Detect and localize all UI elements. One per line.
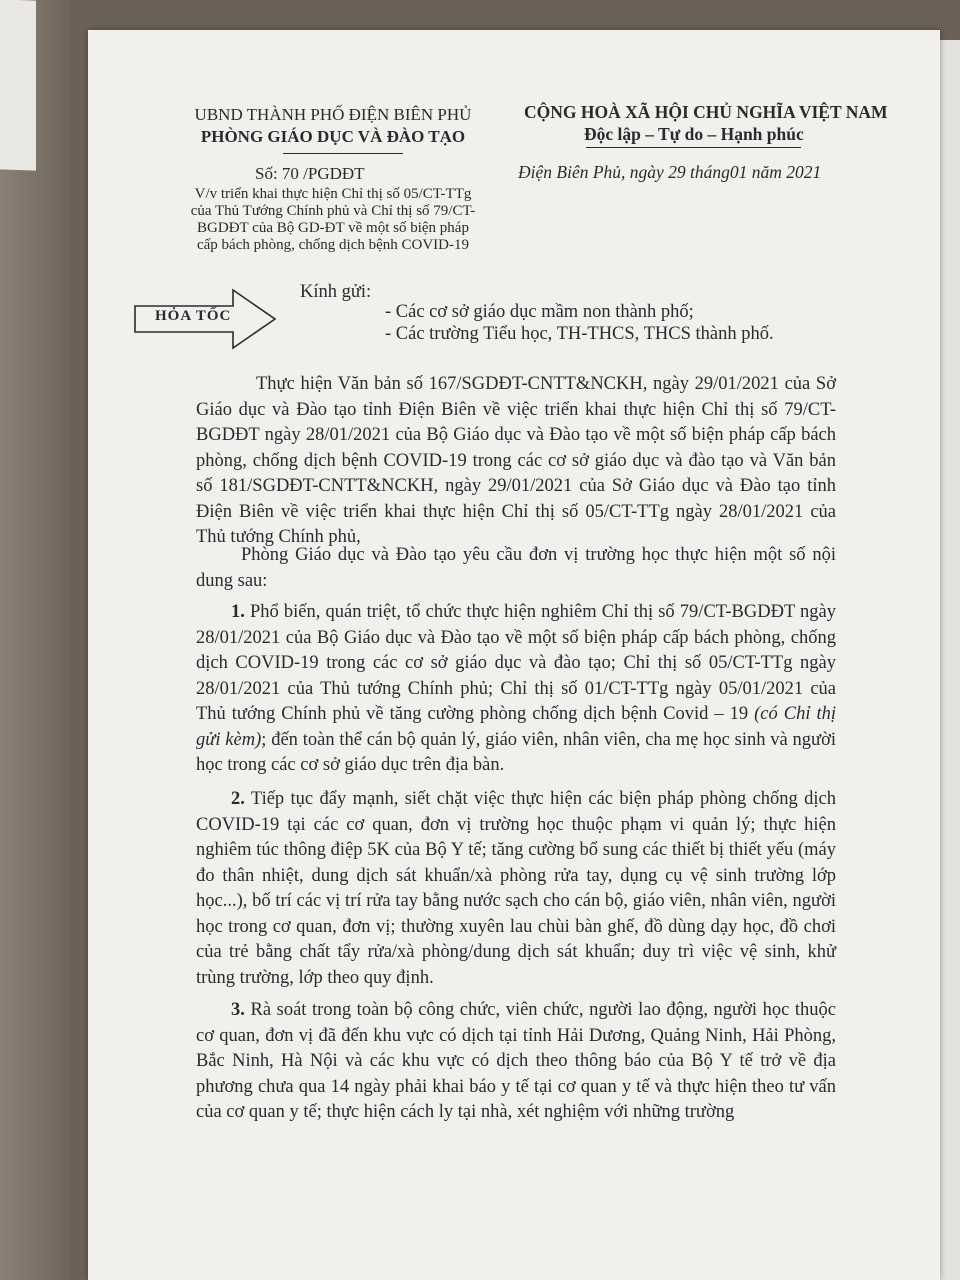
subject-line: BGDĐT của Bộ GD-ĐT về một số biện pháp [197,220,469,236]
background-paper-left [0,0,36,171]
document-date: Điện Biên Phủ, ngày 29 tháng01 năm 2021 [518,162,822,182]
recipients-label: Kính gửi: [300,282,372,302]
subject-line: của Thủ Tướng Chính phủ và Chỉ thị số 79/CT- [190,203,476,219]
item-2-paragraph [196,787,836,991]
background-left [0,0,70,1280]
org-line1: UBND THÀNH PHỐ ĐIỆN BIÊN PHỦ [194,105,472,124]
request-paragraph: Phòng Giáo dục và Đào tạo yêu cầu đơn vị trường học thực hiện một số nội dung sau: [196,545,836,591]
recipient-item: - Các cơ sở giáo dục mầm non thành phố; [385,302,694,322]
item-2-number: 2. [231,789,245,809]
item-3-paragraph [196,998,836,1126]
item-1-note: (có Chỉ thị gửi kèm) [196,704,836,750]
document-sheet [88,30,940,1280]
item-1-paragraph [196,600,836,779]
subject-line: V/v triển khai thực hiện Chỉ thị số 05/CT-TTg [194,186,472,202]
header-left [183,104,483,148]
item-1-text: Phổ biến, quán triệt, tổ chức thực hiện nghiêm Chỉ thị số 79/CT-BGDĐT ngày 28/01/2021 của Bộ Giáo dục và Đào tạo về một số biện pháp cấp bách phòng, chống dịch COVID-19 trong các cơ sở giáo dục và đào tạo; Chỉ thị số 05/CT-TTg ngày 28/01/2021 của Thủ tướng Chính phủ; Chỉ thị số 01/CT-TTg ngày 05/01/2021 của Thủ tướng Chính phủ về tăng cường phòng chống dịch bệnh Covid – 19 [196,602,837,724]
document-number: Số: 70 /PGDĐT [255,164,365,183]
item-1-number: 1. [231,602,245,622]
urgent-stamp-label: HỎA TỐC [155,308,232,324]
header-left-underline [283,153,403,154]
item-1-text-end: ; đến toàn thể cán bộ quản lý, giáo viên, nhân viên, cha mẹ học sinh và người học trong các cơ sở giáo dục trên địa bàn. [196,729,836,775]
org-line2: PHÒNG GIÁO DỤC VÀ ĐÀO TẠO [200,127,466,146]
recipient-item: - Các trường Tiểu học, TH-THCS, THCS thành phố. [385,324,774,344]
motto-underline [586,147,801,148]
item-3-number: 3. [231,1000,245,1020]
subject-line: cấp bách phòng, chống dịch bệnh COVID-19 [196,237,469,253]
nation-title: CỘNG HOÀ XÃ HỘI CHỦ NGHĨA VIỆT NAM [524,102,888,122]
intro-paragraph: Thực hiện Văn bản số 167/SGDĐT-CNTT&NCKH, ngày 29/01/2021 của Sở Giáo dục và Đào tạo tỉnh Điện Biên về việc triển khai thực hiện Chỉ thị số 79/CT-BGDĐT ngày 28/01/2021 của Bộ Giáo dục và Đào tạo về một số biện pháp cấp bách phòng, chống dịch bệnh COVID-19 trong các cơ sở giáo dục và đào tạo và Văn bản số 181/SGDĐT-CNTT&NCKH, ngày 29/01/2021 của Sở Giáo dục và Đào tạo tỉnh Điện Biên về việc triển khai thực hiện Chỉ thị số 05/CT-TTg ngày 28/01/2021 của Thủ tướng Chính phủ, [196,374,836,547]
item-3-text: Rà soát trong toàn bộ công chức, viên chức, người lao động, người học thuộc cơ quan, đơn vị đã đến khu vực có dịch tại tỉnh Hải Dương, Quảng Ninh, Hải Phòng, Bắc Ninh, Hà Nội và các khu vực có dịch theo thông báo của Bộ Y tế trở về địa phương chưa qua 14 ngày phải khai báo y tế tại cơ quan y tế và thực hiện theo tư vấn của cơ quan y tế; thực hiện cách ly tại nhà, xét nghiệm với những trường [196,1000,837,1122]
urgent-stamp [133,288,278,350]
subject-block [163,186,503,254]
national-motto: Độc lập – Tự do – Hạnh phúc [584,124,804,144]
item-2-text: Tiếp tục đẩy mạnh, siết chặt việc thực hiện các biện pháp phòng chống dịch COVID-19 tại các cơ quan, đơn vị trường học thuộc phạm vi quản lý; thực hiện nghiêm túc thông điệp 5K của Bộ Y tế; tăng cường bổ sung các thiết bị thiết yếu (máy đo thân nhiệt, dung dịch sát khuẩn/xà phòng rửa tay, dụng cụ vệ sinh trường lớp học...), bố trí các vị trí rửa tay bằng nước sạch cho cán bộ, giáo viên, nhân viên, người học trong cơ quan, đơn vị; thường xuyên lau chùi bàn ghế, đồ dùng dạy học, đồ chơi của trẻ bằng chất tẩy rửa/xà phòng/dung dịch sát khuẩn; duy trì việc vệ sinh, khử trùng trường, lớp theo quy định. [196,789,836,988]
